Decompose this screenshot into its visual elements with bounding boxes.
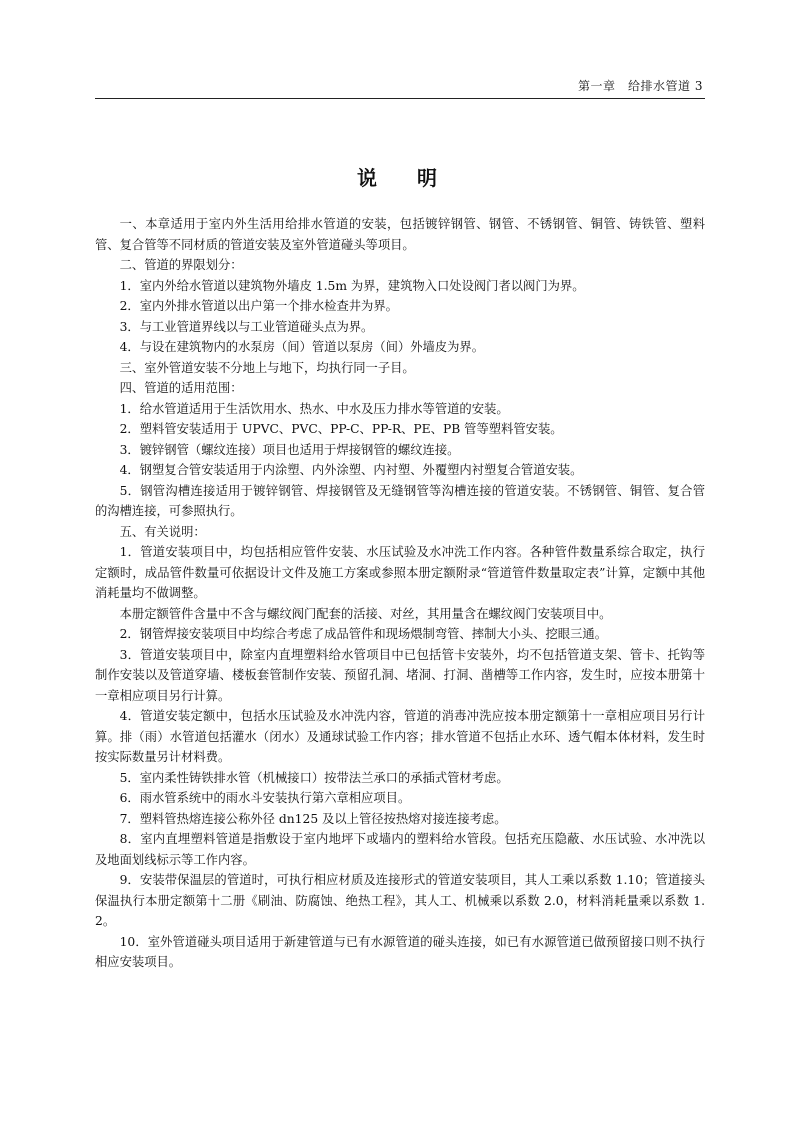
- paragraph: 10．室外管道碰头项目适用于新建管道与已有水源管道的碰头连接，如已有水源管道已做预留接口则不执行相应安装项目。: [95, 934, 705, 969]
- paragraph: 3．与工业管道界线以与工业管道碰头点为界。: [119, 319, 374, 334]
- paragraph: 7．塑料管热熔连接公称外径 dn125 及以上管径按热熔对接连接考虑。: [119, 811, 507, 826]
- paragraph: 四、管道的适用范围：: [119, 381, 243, 395]
- body-text: [95, 214, 705, 973]
- paragraph: 9．安装带保温层的管道时，可执行相应材质及连接形式的管道安装项目，其人工乘以系数 1.10；管道接头保温执行本册定额第十二册《刷油、防腐蚀、绝热工程》，其人工、机械乘以系数 2.0，材料消耗量乘以系数 1.2。: [95, 873, 705, 928]
- title-char-1: 说: [357, 166, 377, 190]
- paragraph: 2．塑料管安装适用于 UPVC、PVC、PP-C、PP-R、PE、PB 管等塑料管安装。: [119, 422, 563, 436]
- page-title: [0, 162, 794, 191]
- paragraph: 3．管道安装项目中，除室内直埋塑料给水管项目中已包括管卡安装外，均不包括管道支架、管卡、托钩等制作安装以及管道穿墙、楼板套管制作安装、预留孔洞、堵洞、打洞、凿槽等工作内容，发生时，应按本册第十一章相应项目另行计算。: [95, 647, 705, 703]
- paragraph: 本册定额管件含量中不含与螺纹阀门配套的活接、对丝，其用量含在螺纹阀门安装项目中。: [119, 606, 612, 621]
- running-header: 第一章 给排水管道 3: [578, 79, 703, 93]
- paragraph: 五、有关说明：: [119, 524, 206, 539]
- paragraph: 4．与设在建筑物内的水泵房（间）管道以泵房（间）外墙皮为界。: [119, 340, 485, 354]
- paragraph: 4．钢塑复合管安装适用于内涂塑、内外涂塑、内衬塑、外覆塑内衬塑复合管道安装。: [119, 463, 583, 477]
- paragraph: 1．室内外给水管道以建筑物外墙皮 1.5m 为界，建筑物入口处设阀门者以阀门为界。: [119, 278, 585, 293]
- paragraph: 1．管道安装项目中，均包括相应管件安装、水压试验及水冲洗工作内容。各种管件数量系综合取定，执行定额时，成品管件数量可依据设计文件及施工方案或参照本册定额附录“管道管件数量取定表”计算，定额中其他消耗量均不做调整。: [95, 545, 705, 600]
- paragraph: 6．雨水管系统中的雨水斗安装执行第六章相应项目。: [119, 791, 411, 805]
- paragraph: 一、本章适用于室内外生活用给排水管道的安装，包括镀锌钢管、钢管、不锈钢管、铜管、铸铁管、塑料管、复合管等不同材质的管道安装及室外管道碰头等项目。: [95, 217, 705, 252]
- paragraph: 1．给水管道适用于生活饮用水、热水、中水及压力排水等管道的安装。: [119, 401, 509, 416]
- header-rule: [95, 98, 705, 99]
- paragraph: 5．室内柔性铸铁排水管（机械接口）按带法兰承口的承插式管材考虑。: [119, 770, 509, 785]
- paragraph: 2．室内外排水管道以出户第一个排水检查井为界。: [119, 299, 398, 313]
- paragraph: 8．室内直埋塑料管道是指敷设于室内地坪下或墙内的塑料给水管段。包括充压隐蔽、水压试验、水冲洗以及地面划线标示等工作内容。: [95, 832, 705, 867]
- paragraph: 三、室外管道安装不分地上与地下，均执行同一子目。: [119, 360, 415, 375]
- title-char-2: 明: [417, 166, 437, 190]
- paragraph: 2．钢管焊接安装项目中均综合考虑了成品管件和现场煨制弯管、摔制大小头、挖眼三通。: [119, 627, 607, 641]
- paragraph: 5．钢管沟槽连接适用于镀锌钢管、焊接钢管及无缝钢管等沟槽连接的管道安装。不锈钢管、铜管、复合管的沟槽连接，可参照执行。: [95, 483, 705, 518]
- paragraph: 4．管道安装定额中，包括水压试验及水冲洗内容，管道的消毒冲洗应按本册定额第十一章相应项目另行计算。排（雨）水管道包括灌水（闭水）及通球试验工作内容；排水管道不包括止水环、透气帽本体材料，发生时按实际数量另计材料费。: [95, 709, 705, 764]
- paragraph: 3．镀锌钢管（螺纹连接）项目也适用于焊接钢管的螺纹连接。: [119, 442, 460, 457]
- paragraph: 二、管道的界限划分：: [119, 258, 243, 272]
